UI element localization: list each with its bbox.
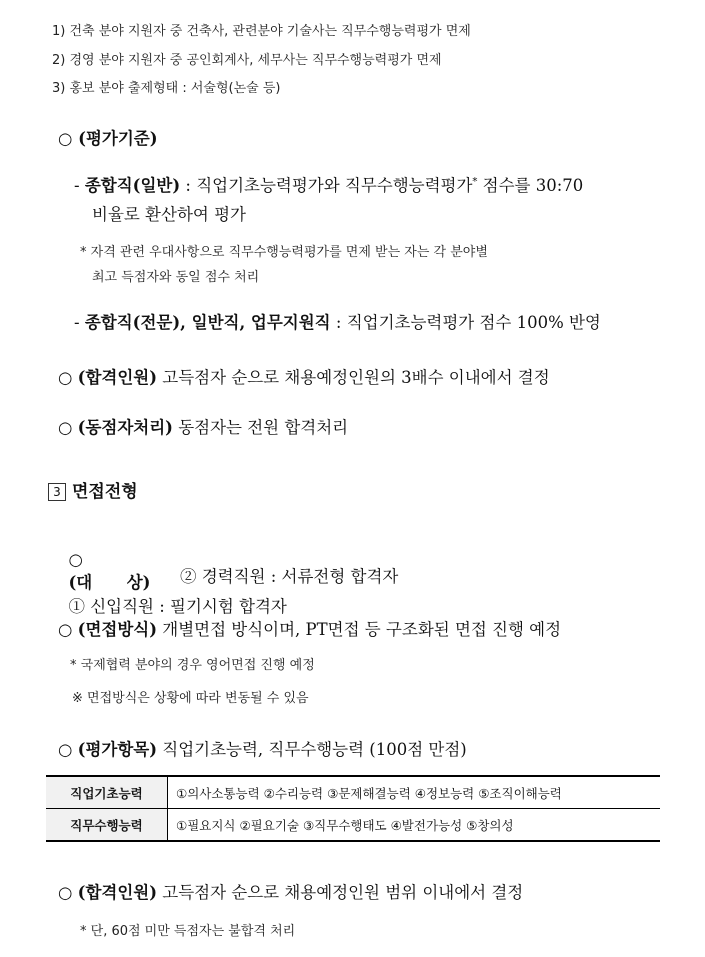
section-title-text: 면접전형 [72,482,138,502]
items-label: (평가항목) [77,740,158,759]
criteria-special [74,309,601,333]
evaluation-table [46,775,660,842]
note-line: 3) 홍보 분야 출제형태 : 서술형(논술 등) [52,81,281,96]
section-title [48,477,138,502]
items-text: 직업기초능력, 직무수행능력 (100점 만점) [157,740,467,759]
criteria-general-cont: 비율로 환산하여 평가 [92,205,246,224]
method-note: ※ 면접방식은 상황에 따라 변동될 수 있음 [72,691,309,706]
special-label: 종합직(전문), 일반직, 업무지원직 [84,313,331,332]
dash: - [74,313,80,332]
method-note: * 국제협력 분야의 경우 영어면접 진행 예정 [70,658,315,673]
bullet: ○ [58,418,73,437]
footnote-marker: * [472,176,478,188]
method-row [58,616,561,640]
special-text: : 직업기초능력평가 점수 100% 반영 [330,313,601,332]
interview-pass-label: (합격인원) [77,883,158,902]
note-line: 2) 경영 분야 지원자 중 공인회계사, 세무사는 직무수행능력평가 면제 [52,53,442,68]
interview-pass-text: 고득점자 순으로 채용예정인원 범위 이내에서 결정 [157,883,524,902]
table-cell: ①필요지식 ②필요기술 ③직무수행태도 ④발전가능성 ⑤창의성 [168,809,661,842]
criteria-footnote: * 자격 관련 우대사항으로 직무수행능력평가를 면제 받는 자는 각 분야별 [80,245,488,260]
table-head-cell: 직무수행능력 [46,809,168,842]
table-head-cell: 직업기초능력 [46,776,168,809]
bullet: ○ [58,740,73,759]
target-1: ① 신입직원 : 필기시험 합격자 [68,597,287,616]
method-label: (면접방식) [77,620,158,639]
pass-count [58,364,550,388]
tie-rule [58,414,348,438]
table-cell: ①의사소통능력 ②수리능력 ③문제해결능력 ④정보능력 ⑤조직이해능력 [168,776,661,809]
target-label: (대 상) [68,573,151,592]
pass-text: 고득점자 순으로 채용예정인원의 3배수 이내에서 결정 [157,368,550,387]
target-2: ② 경력직원 : 서류전형 합격자 [180,567,399,586]
note-line: 1) 건축 분야 지원자 중 건축사, 관련분야 기술사는 직무수행능력평가 면제 [52,24,471,39]
section-number-box: 3 [48,483,66,501]
criteria-heading: ○ (평가기준) [58,129,158,148]
table-row [46,776,660,809]
tie-text: 동점자는 전원 합격처리 [172,418,349,437]
pass-label: (합격인원) [77,368,158,387]
bullet: ○ [68,550,83,569]
bullet: ○ [58,620,73,639]
general-text2: 점수를 30:70 [477,176,584,195]
tie-label: (동점자처리) [77,418,173,437]
criteria-general [74,172,583,196]
dash: - [74,176,80,195]
criteria-footnote-cont: 최고 득점자와 동일 점수 처리 [92,270,260,285]
interview-pass-note: * 단, 60점 미만 득점자는 불합격 처리 [80,924,296,939]
table-row [46,809,660,842]
bullet: ○ [58,883,73,902]
general-text: : 직업기초능력평가와 직무수행능력평가 [180,176,473,195]
items-row [58,736,467,760]
interview-pass-row [58,879,523,903]
method-text: 개별면접 방식이며, PT면접 등 구조화된 면접 진행 예정 [157,620,562,639]
bullet: ○ [58,368,73,387]
general-label: 종합직(일반) [84,176,181,195]
